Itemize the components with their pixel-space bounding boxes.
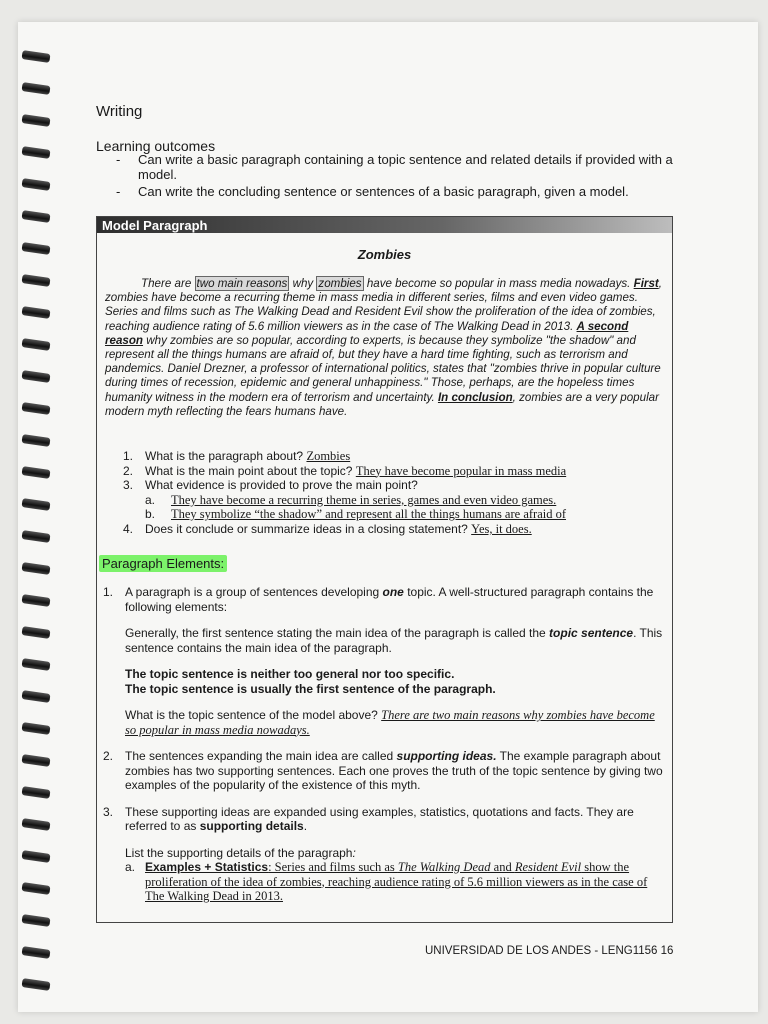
paragraph-elements-title: Paragraph Elements: (99, 555, 227, 572)
handwritten-answer: Yes, it does. (471, 521, 532, 536)
key-rule: The topic sentence is neither too general nor too specific. (125, 667, 455, 681)
question-subitem: a. They have become a recurring theme in series, games and even video games. (145, 492, 557, 507)
model-paragraph-text: There are two main reasons why zombies have become so popular in mass media nowadays. First, zombies have become a recurring theme in mass media in different series, films and even video games. Series and films such as The Walking Dead and Resident Evil show the proliferation of the idea of zombies, reaching audience rating of 5.6 million viewers as in the case of The Walking Dead in 2013. A second reason why zombies are so popular, according to experts, is because they symbolize "the shadow" and represent all the things humans are afraid of, but they have a hard time fighting, such as terrorism and pandemics. Daniel Drezner, a professor of international politics, states that "zombies thrive in popular culture during times of recession, epidemic and general unhappiness." Those, perhaps, are the hopeless times humanity witness in the modern era of terrorism and uncertainty. In conclusion, zombies are a very popular modern myth reflecting the fears humans have. (105, 277, 662, 418)
page-footer: UNIVERSIDAD DE LOS ANDES - LENG1156 16 (425, 945, 674, 957)
model-title: Zombies (357, 247, 412, 262)
list-item: - Can write the concluding sentence or sentences of a basic paragraph, given a model. (116, 184, 676, 199)
question-item: 3. What evidence is provided to prove the main point? (123, 478, 418, 493)
element-item: 1. A paragraph is a group of sentences developing one topic. A well-structured paragraph contains the following elements: Generally, the first sentence stating the main idea of the paragraph is called the topic sentence. This sentence contains the main idea of the paragraph. The topic sentence is neither too general nor too specific. The topic sentence is usually the first sentence of the paragraph. What is the topic sentence of the model above? There are two main reasons why zombies have become so popular in mass media nowadays. (103, 585, 665, 737)
element-item: 2. The sentences expanding the main idea are called supporting ideas. The example paragraph about zombies has two supporting sentences. Each one proves the truth of the topic sentence by giving two examples of the popularity of the existence of this myth. (103, 749, 663, 792)
underlined-transition: First (633, 277, 659, 290)
page-heading: Writing (96, 103, 143, 120)
underlined-transition: A second reason (105, 319, 629, 347)
learning-outcomes-title: Learning outcomes (96, 138, 216, 154)
element-item: 3. These supporting ideas are expanded using examples, statistics, quotations and facts. They are referred to as supporting details. List the supporting details of the paragraph: a. Examples + Statistics: Series and films such as The Walking Dead and Resident Evil show the proliferation of the idea of zombies, reaching audience rating of 5.6 million viewers as in the case of The Walking Dead in 2013. (103, 805, 665, 904)
model-paragraph-header (97, 217, 672, 233)
handwritten-answer: Zombies (306, 449, 351, 463)
list-item: - Can write a basic paragraph containing a topic sentence and related details if provided with a model. (116, 152, 676, 182)
handwritten-answer: They have become a recurring theme in series, games and even video games. (171, 492, 557, 507)
question-subitem: b. They symbolize “the shadow” and represent all the things humans are afraid of (145, 507, 567, 522)
handwritten-answer: There are two main reasons why zombies have become so popular in mass media nowadays. (125, 708, 655, 737)
paragraph-elements-list (103, 585, 665, 904)
learning-outcomes-list (116, 152, 676, 201)
comprehension-questions (123, 449, 663, 537)
highlight-box: two main reasons (196, 277, 288, 290)
highlight-box: zombies (318, 277, 362, 290)
handwritten-answer: They have become popular in mass media (355, 463, 567, 478)
question-item: 4. Does it conclude or summarize ideas in a closing statement? Yes, it does. (123, 521, 532, 536)
model-paragraph-box (96, 216, 673, 923)
supporting-detail-item: a. Examples + Statistics: Series and films such as The Walking Dead and Resident Evil show the proliferation of the idea of zombies, reaching audience rating of 5.6 million viewers as in the case of The Walking Dead in 2013. (125, 860, 648, 903)
spiral-binding (18, 52, 54, 1012)
underlined-transition: In conclusion (437, 390, 513, 404)
model-paragraph-label: Model Paragraph (102, 218, 208, 233)
handwritten-answer: : Series and films such as The Walking Dead and Resident Evil show the proliferation of the idea of zombies, reaching audience rating of 5.6 million viewers as in the case of The Walking Dead in 2013. (145, 860, 648, 903)
handwritten-answer: They symbolize “the shadow” and represent all the things humans are afraid of (171, 507, 567, 522)
key-rule: The topic sentence is usually the first sentence of the paragraph. (125, 681, 496, 696)
question-item: 2. What is the main point about the topic? They have become popular in mass media (123, 463, 567, 478)
question-item: 1. What is the paragraph about? Zombies (123, 449, 351, 463)
